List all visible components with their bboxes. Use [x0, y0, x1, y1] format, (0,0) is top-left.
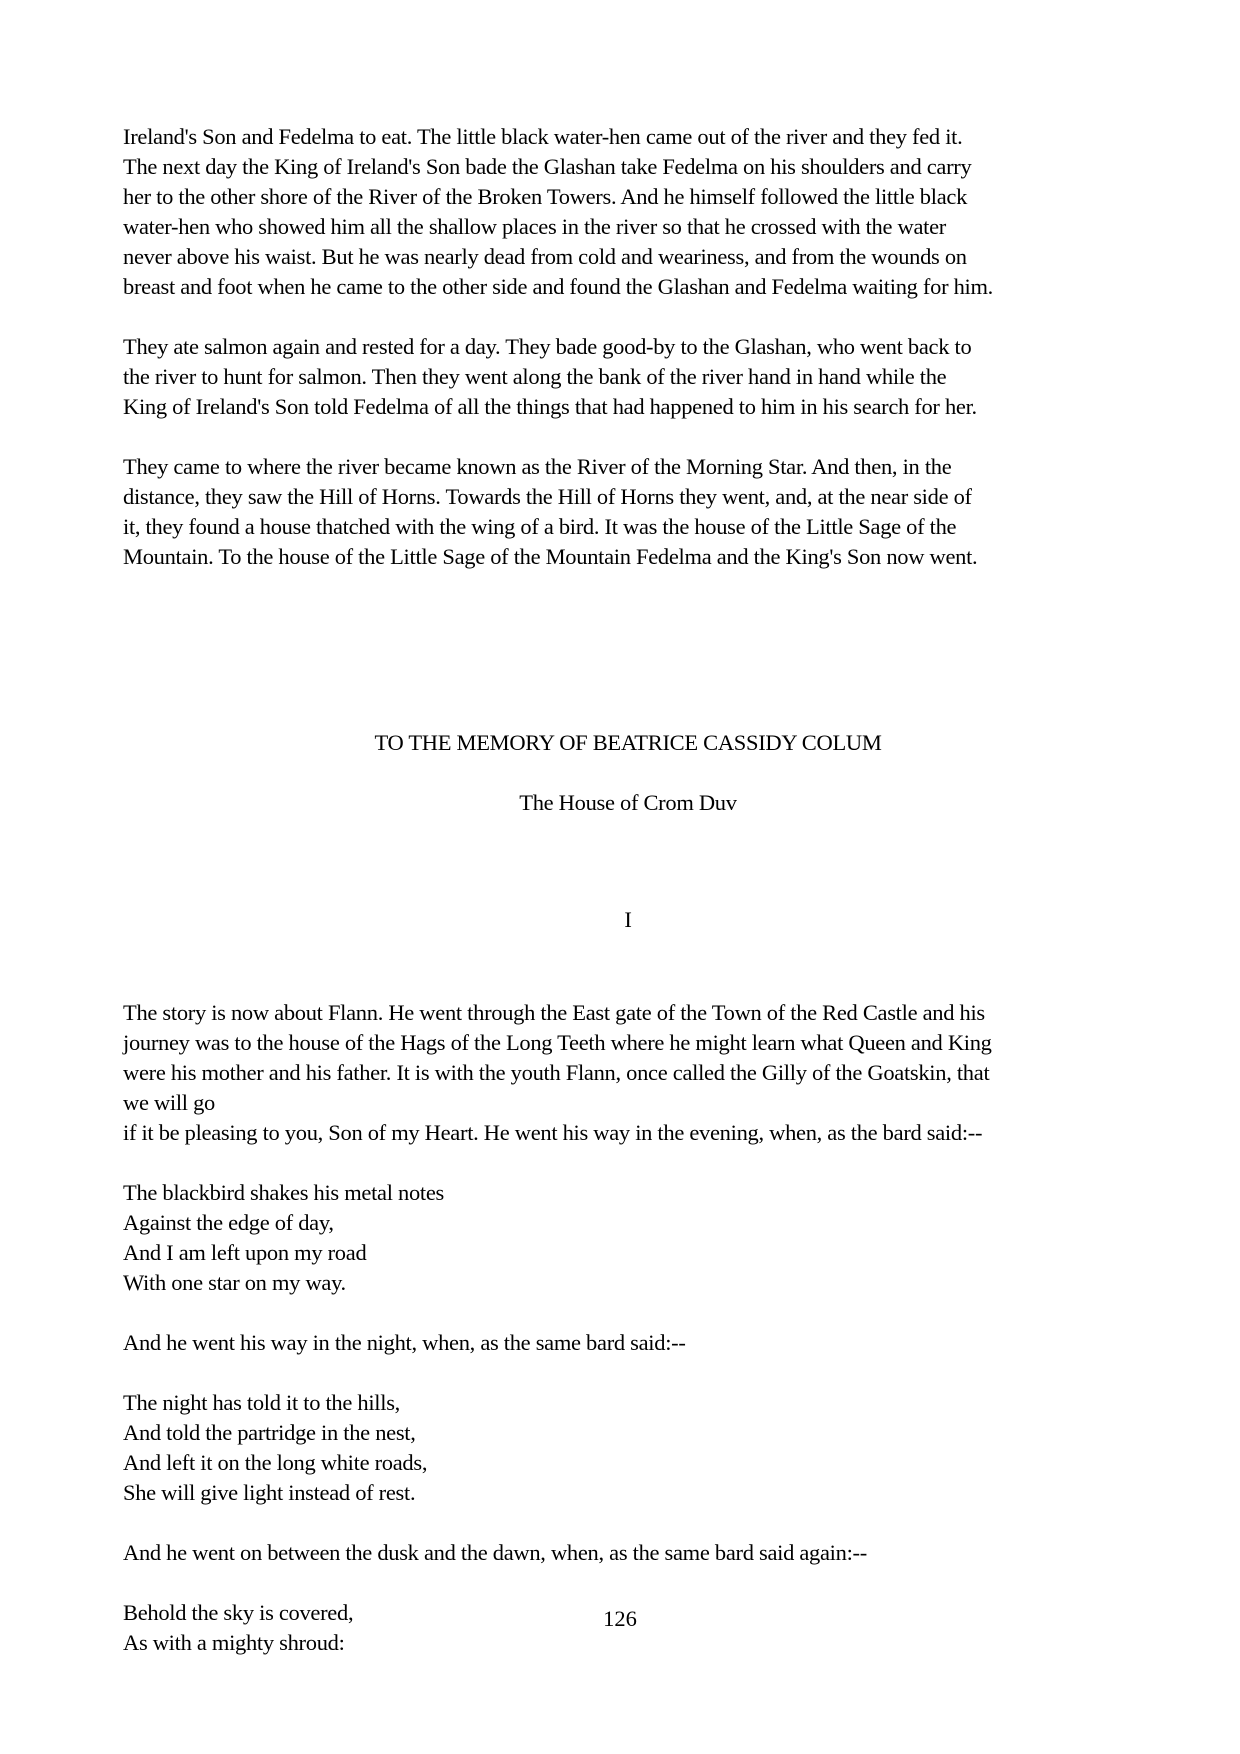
text-line: her to the other shore of the River of the Broken Towers. And he himself followed the little black: [123, 184, 968, 209]
text-line: breast and foot when he came to the other side and found the Glashan and Fedelma waiting for him.: [123, 274, 994, 299]
verse-line: And left it on the long white roads,: [123, 1450, 428, 1475]
text-line: And he went on between the dusk and the dawn, when, as the same bard said again:--: [123, 1540, 867, 1565]
verse-line: The night has told it to the hills,: [123, 1390, 400, 1415]
verse-line: Against the edge of day,: [123, 1210, 334, 1235]
second-section: [123, 998, 1133, 1688]
verse-line: The blackbird shakes his metal notes: [123, 1180, 444, 1205]
text-line: They ate salmon again and rested for a day. They bade good-by to the Glashan, who went back to: [123, 334, 972, 359]
text-line: never above his waist. But he was nearly dead from cold and weariness, and from the wounds on: [123, 244, 967, 269]
text-line: They came to where the river became known as the River of the Morning Star. And then, in the: [123, 454, 952, 479]
page-number: 126: [603, 1606, 637, 1631]
verse-2: [123, 1388, 1133, 1508]
paragraph-2: [123, 332, 1133, 422]
text-line: distance, they saw the Hill of Horns. Towards the Hill of Horns they went, and, at the near side of: [123, 484, 972, 509]
text-line: if it be pleasing to you, Son of my Heart. He went his way in the evening, when, as the bard said:--: [123, 1120, 983, 1145]
story-title: The House of Crom Duv: [519, 790, 737, 815]
text-line: The next day the King of Ireland's Son bade the Glashan take Fedelma on his shoulders and carry: [123, 154, 972, 179]
verse-line: And I am left upon my road: [123, 1240, 367, 1265]
text-line: The story is now about Flann. He went through the East gate of the Town of the Red Castle and his: [123, 1000, 985, 1025]
verse-line: She will give light instead of rest.: [123, 1480, 416, 1505]
text-line: journey was to the house of the Hags of the Long Teeth where he might learn what Queen and King: [123, 1030, 992, 1055]
text-line: And he went his way in the night, when, as the same bard said:--: [123, 1330, 686, 1355]
text-line: we will go: [123, 1090, 215, 1115]
verse-line: As with a mighty shroud:: [123, 1630, 345, 1655]
paragraph-3: [123, 452, 1133, 572]
text-line: King of Ireland's Son told Fedelma of all the things that had happened to him in his search for her.: [123, 394, 977, 419]
chapter-number: I: [624, 907, 632, 932]
paragraph-6: [123, 1538, 1133, 1568]
text-line: Mountain. To the house of the Little Sage of the Mountain Fedelma and the King's Son now went.: [123, 544, 978, 569]
verse-line: Behold the sky is covered,: [123, 1600, 354, 1625]
verse-1: [123, 1178, 1133, 1298]
paragraph-4: [123, 998, 1133, 1148]
text-line: were his mother and his father. It is with the youth Flann, once called the Gilly of the Goatskin, that: [123, 1060, 990, 1085]
dedication-heading: TO THE MEMORY OF BEATRICE CASSIDY COLUM: [374, 730, 882, 755]
text-line: it, they found a house thatched with the wing of a bird. It was the house of the Little Sage of the: [123, 514, 957, 539]
text-line: the river to hunt for salmon. Then they went along the bank of the river hand in hand while the: [123, 364, 947, 389]
text-line: water-hen who showed him all the shallow places in the river so that he crossed with the water: [123, 214, 946, 239]
paragraph-1: [123, 122, 1133, 302]
text-line: Ireland's Son and Fedelma to eat. The little black water-hen came out of the river and they fed it.: [123, 124, 963, 149]
verse-line: With one star on my way.: [123, 1270, 346, 1295]
verse-line: And told the partridge in the nest,: [123, 1420, 416, 1445]
paragraph-5: [123, 1328, 1133, 1358]
first-section: [123, 122, 1133, 572]
